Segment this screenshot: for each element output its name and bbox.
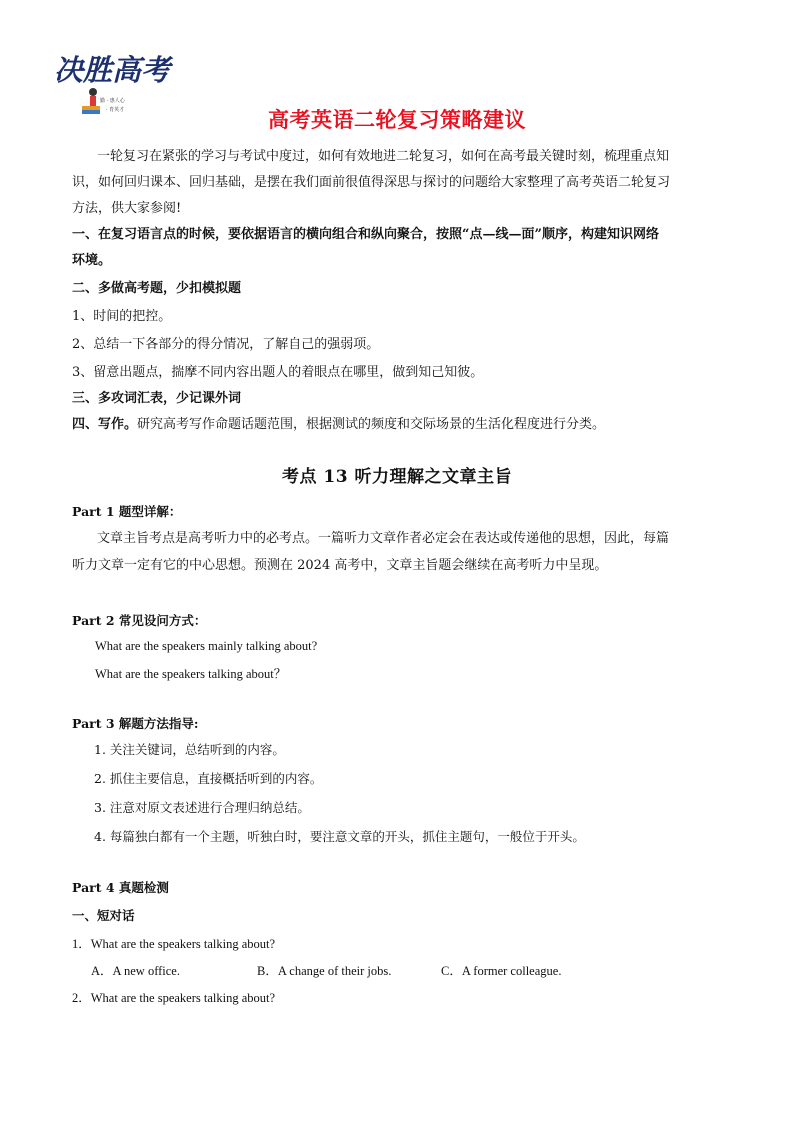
point-4-text: 研究高考写作命题话题范围，根据测试的频度和交际场景的生活化程度进行分类。	[137, 417, 606, 432]
intro-line-2: 识，如何回归课本、回归基础，是摆在我们面前很值得深思与探讨的问题给大家整理了高考英语二轮复习	[72, 175, 671, 190]
part-2-question-1: What are the speakers mainly talking about?	[95, 639, 318, 653]
point-2-heading: 二、多做高考题，少扣模拟题	[72, 281, 242, 296]
point-1-line-2: 环境。	[72, 253, 112, 268]
question-1-option-a: A．A new office.	[91, 964, 180, 978]
part-1-heading: Part 1 题型详解：	[72, 504, 182, 519]
logo-figure-icon	[89, 88, 97, 96]
part-3-heading: Part 3 解题方法指导:	[72, 716, 199, 731]
logo-subtext-2: · 育英才	[106, 107, 125, 113]
point-2-item-1: 1、时间的把控。	[72, 309, 172, 324]
point-1-line-1: 一、在复习语言点的时候，要依据语言的横向组合和纵向聚合，按照“点—线—面”顺序，构建知识网络	[72, 227, 659, 242]
question-2: 2．What are the speakers talking about?	[72, 991, 276, 1005]
point-3-heading: 三、多攻词汇表，少记课外词	[72, 391, 242, 406]
point-2-item-3: 3、留意出题点，揣摩不同内容出题人的着眼点在哪里，做到知己知彼。	[72, 365, 484, 380]
logo-text: 决胜高考	[54, 53, 171, 87]
logo-subtext-1: 勤 · 惠人心	[100, 98, 125, 104]
point-2-item-2: 2、总结一下各部分的得分情况，了解自己的强弱项。	[72, 337, 380, 352]
document-title: 高考英语二轮复习策略建议	[268, 108, 526, 132]
question-1: 1．What are the speakers talking about?	[72, 937, 276, 951]
part-1-line-2: 听力文章一定有它的中心思想。预测在 2024 高考中，文章主旨题会继续在高考听力中呈现。	[72, 558, 608, 573]
intro-line-1: 一轮复习在紧张的学习与考试中度过，如何有效地进二轮复习，如何在高考最关键时刻，梳理重点知	[97, 149, 670, 164]
intro-line-3: 方法，供大家参阅!	[72, 201, 182, 216]
part-3-item-4: 4. 每篇独白都有一个主题，听独白时，要注意文章的开头，抓住主题句，一般位于开头。	[94, 829, 585, 844]
part-3-item-1: 1. 关注关键词，总结听到的内容。	[94, 742, 285, 757]
part-2-heading: Part 2 常见设问方式：	[72, 613, 207, 628]
section-title: 考点 13 听力理解之文章主旨	[282, 467, 512, 487]
question-1-option-c: C．A former colleague.	[441, 964, 562, 978]
part-4-heading: Part 4 真题检测	[72, 880, 169, 895]
question-1-option-b: B．A change of their jobs.	[257, 964, 392, 978]
part-2-question-2: What are the speakers talking about？	[95, 667, 287, 681]
part-4-subheading: 一、短对话	[72, 908, 135, 923]
part-3-item-2: 2. 抓住主要信息，直接概括听到的内容。	[94, 771, 323, 786]
part-3-item-3: 3. 注意对原文表述进行合理归纳总结。	[94, 800, 310, 815]
part-1-line-1: 文章主旨考点是高考听力中的必考点。一篇听力文章作者必定会在表达或传递他的思想，因此，每篇	[97, 531, 670, 546]
point-4-label: 四、写作。	[72, 417, 138, 432]
point-4	[72, 412, 605, 438]
